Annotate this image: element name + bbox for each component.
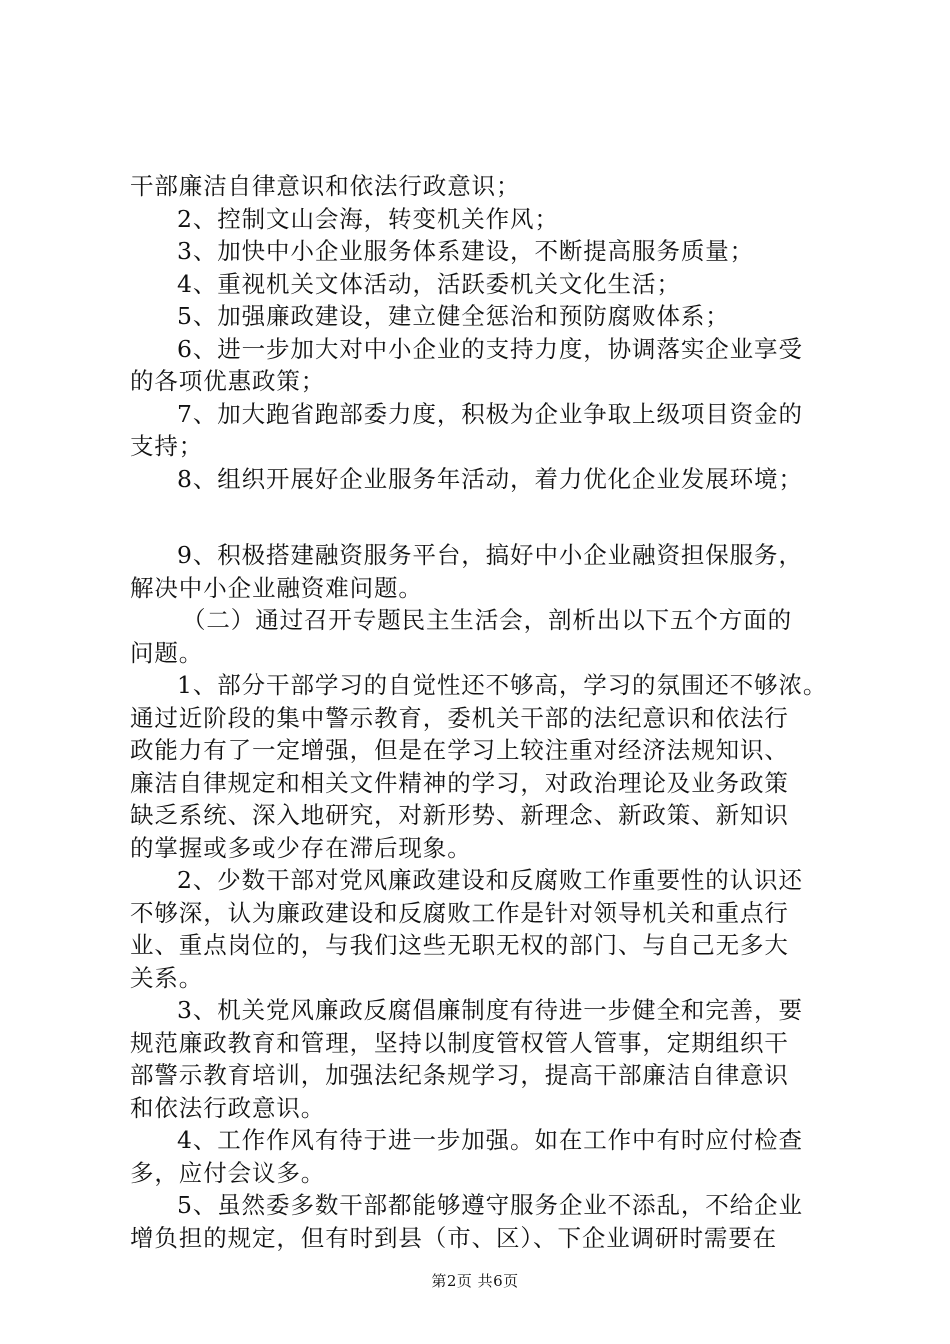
page-footer: 第2页 共6页 [431,1272,519,1290]
text-line: 3、加快中小企业服务体系建设，不断提高服务质量； [177,237,755,265]
text-line: 问题。 [130,638,204,667]
text-line: 业、重点岗位的，与我们这些无职无权的部门、与自己无多大 [130,931,789,959]
text-line: 通过近阶段的集中警示教育，委机关干部的法纪意识和依法行 [130,703,789,732]
text-line: 6、进一步加大对中小企业的支持力度，协调落实企业享受 [177,334,803,363]
text-line: 干部廉洁自律意识和依法行政意识； [130,172,521,200]
text-line: 1、部分干部学习的自觉性还不够高，学习的氛围还不够浓。 [177,671,828,699]
text-line: 9、积极搭建融资服务平台，搞好中小企业融资担保服务， [177,541,803,569]
text-line: 关系。 [130,963,204,992]
text-line: 2、少数干部对党风廉政建设和反腐败工作重要性的认识还 [177,866,803,894]
text-line: 和依法行政意识。 [130,1093,326,1122]
text-line: 的掌握或多或少存在滞后现象。 [130,833,472,862]
text-line: 政能力有了一定增强，但是在学习上较注重对经济法规知识、 [130,736,789,764]
text-line: 部警示教育培训，加强法纪条规学习，提高干部廉洁自律意识 [130,1061,789,1089]
text-line: 5、加强廉政建设，建立健全惩治和预防腐败体系； [177,302,730,330]
text-line: 规范廉政教育和管理，坚持以制度管权管人管事，定期组织干 [130,1028,789,1057]
text-line: 8、组织开展好企业服务年活动，着力优化企业发展环境； [177,464,803,493]
text-line: 不够深，认为廉政建设和反腐败工作是针对领导机关和重点行 [130,898,789,927]
text-line: 廉洁自律规定和相关文件精神的学习，对政治理论及业务政策 [130,768,789,797]
text-line: 7、加大跑省跑部委力度，积极为企业争取上级项目资金的 [177,399,803,428]
document-body [130,170,850,1254]
text-line: 的各项优惠政策； [130,367,326,395]
text-line: 多，应付会议多。 [130,1158,326,1187]
text-line: 4、工作作风有待于进一步加强。如在工作中有时应付检查 [177,1126,803,1154]
text-line: 2、控制文山会海，转变机关作风； [177,204,559,233]
text-line: （二）通过召开专题民主生活会，剖析出以下五个方面的 [182,606,792,634]
text-line: 3、机关党风廉政反腐倡廉制度有待进一步健全和完善，要 [177,996,803,1024]
text-line: 4、重视机关文体活动，活跃委机关文化生活； [177,269,681,298]
text-line: 5、虽然委多数干部都能够遵守服务企业不添乱，不给企业 [177,1191,803,1219]
text-line: 支持； [130,432,204,460]
text-line: 增负担的规定，但有时到县（市、区）、下企业调研时需要在 [130,1223,778,1252]
text-line: 解决中小企业融资难问题。 [130,573,423,602]
text-line: 缺乏系统、深入地研究，对新形势、新理念、新政策、新知识 [130,801,789,829]
paragraph-gap [130,495,850,539]
